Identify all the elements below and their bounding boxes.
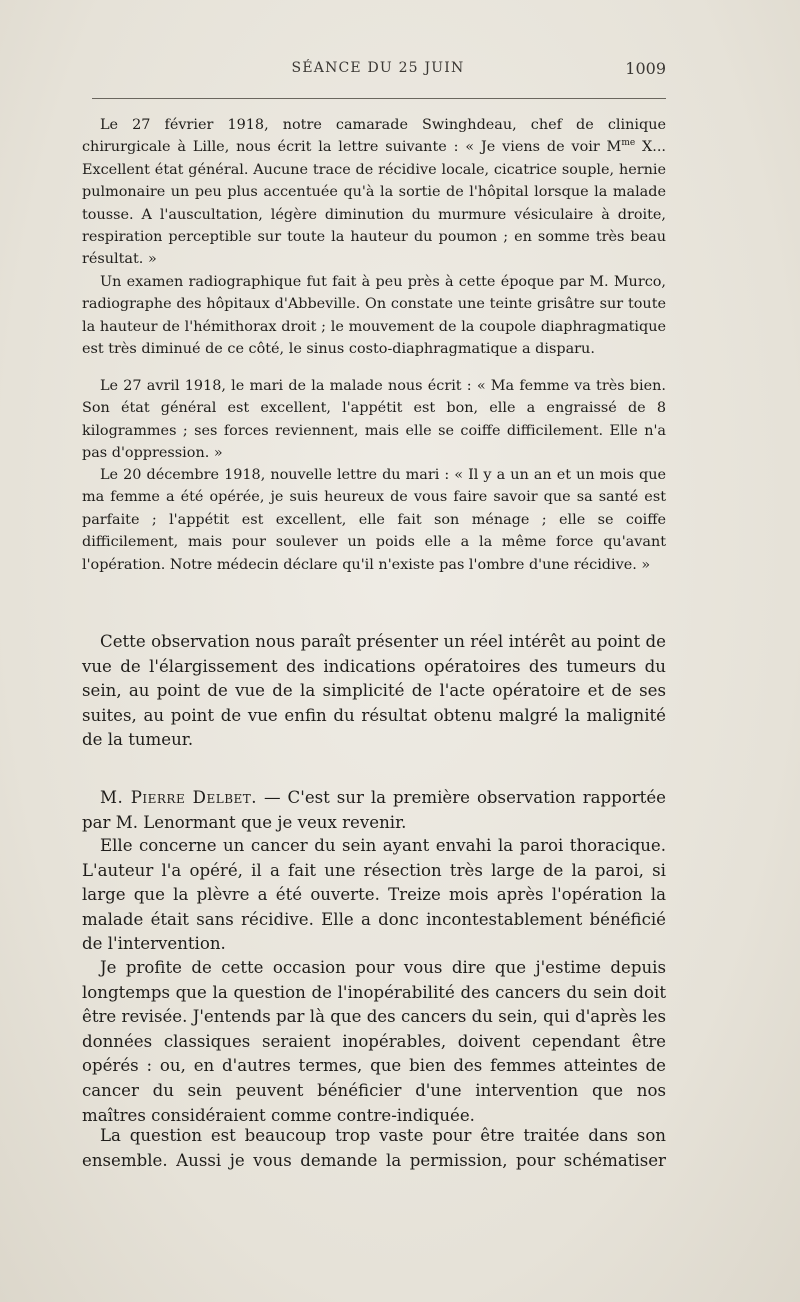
letter-paragraph-3: Le 27 avril 1918, le mari de la malade nous écrit : « Ma femme va très bien. Son état général est excellent, l'appétit est bon, elle a engraissé de 8 kilogrammes ; ses forces reviennent, mais elle se coiffe difficilement. Elle n'a pas d'oppression. » [82,378,666,462]
letter-paragraph-4: Le 20 décembre 1918, nouvelle lettre du mari : « Il y a un an et un mois que ma femme a été opérée, je suis heureux de vous faire savoir que sa santé est parfaite ; l'appétit est excellent, elle fait son ménage ; elle se coiffe difficilement, mais pour soulever un poids elle a la même force qu'avant l'opération. Notre médecin déclare qu'il n'existe pas l'ombre d'une récidive. » [82,467,666,573]
letter-paragraph-2: Un examen radiographique fut fait à peu près à cette époque par M. Murco, radiographe des hôpitaux d'Abbeville. On constate une teinte grisâtre sur toute la hauteur de l'hémithorax droit ; le mouvement de la coupole diaphragmatique est très diminué de ce côté, le sinus costo-diaphragmatique a disparu. [82,274,666,358]
letter-text-1b: X... Excellent état général. Aucune trace de récidive locale, cicatrice souple, hernie pulmonaire un peu plus accentuée qu'à la sortie de l'hôpital lorsque la malade tousse. A l'auscultation, légère diminution du murmure vésiculaire à droite, respiration perceptible sur toute la hauteur du poumon ; en somme très beau résultat. » [82,139,667,268]
speaker-name: M. Pierre Delbet. [100,788,258,807]
page-header [90,60,666,82]
letter-paragraph-1 [82,114,666,271]
letter-sup: me [621,138,636,149]
delbet-paragraph-3: La question est beaucoup trop vaste pour être traitée dans son ensemble. Aussi je vous demande la permission, pour schématiser [82,1126,666,1170]
delbet-opening-paragraph [82,786,666,835]
delbet-paragraph-2: Je profite de cette occasion pour vous dire que j'estime depuis longtemps que la question de l'inopérabilité des cancers du sein doit être revisée. J'entends par là que des cancers du sein, qui d'après les données classiques seraient inopérables, doivent cependant être opérés : ou, en d'autres termes, que bien des femmes atteintes de cancer du sein peuvent bénéficier d'une intervention que nos maîtres considéraient comme contre-indiquée. [82,958,666,1125]
observation-paragraph: Cette observation nous paraît présenter un réel intérêt au point de vue de l'élargissement des indications opératoires des tumeurs du sein, au point de vue de la simplicité de l'acte opératoire et de ses suites, au point de vue enfin du résultat obtenu malgré la malignité de la tumeur. [82,632,666,750]
page-number: 1009 [625,59,666,78]
running-title: SÉANCE DU 25 JUIN [291,60,465,76]
letter-text-1a: Le 27 février 1918, notre camarade Swinghdeau, chef de clinique chirurgicale à Lille, nous écrit la lettre suivante : « Je viens de voir M [82,117,666,156]
delbet-opening-text: — C'est sur la première observation rapportée par M. Lenormant que je veux revenir. [82,788,666,832]
delbet-paragraph-1: Elle concerne un cancer du sein ayant envahi la paroi thoracique. L'auteur l'a opéré, il a fait une résection très large de la paroi, si large que la plèvre a été ouverte. Treize mois après l'opération la malade était sans récidive. Elle a donc incontestablement bénéficié de l'intervention. [82,836,666,954]
header-rule [92,98,666,99]
